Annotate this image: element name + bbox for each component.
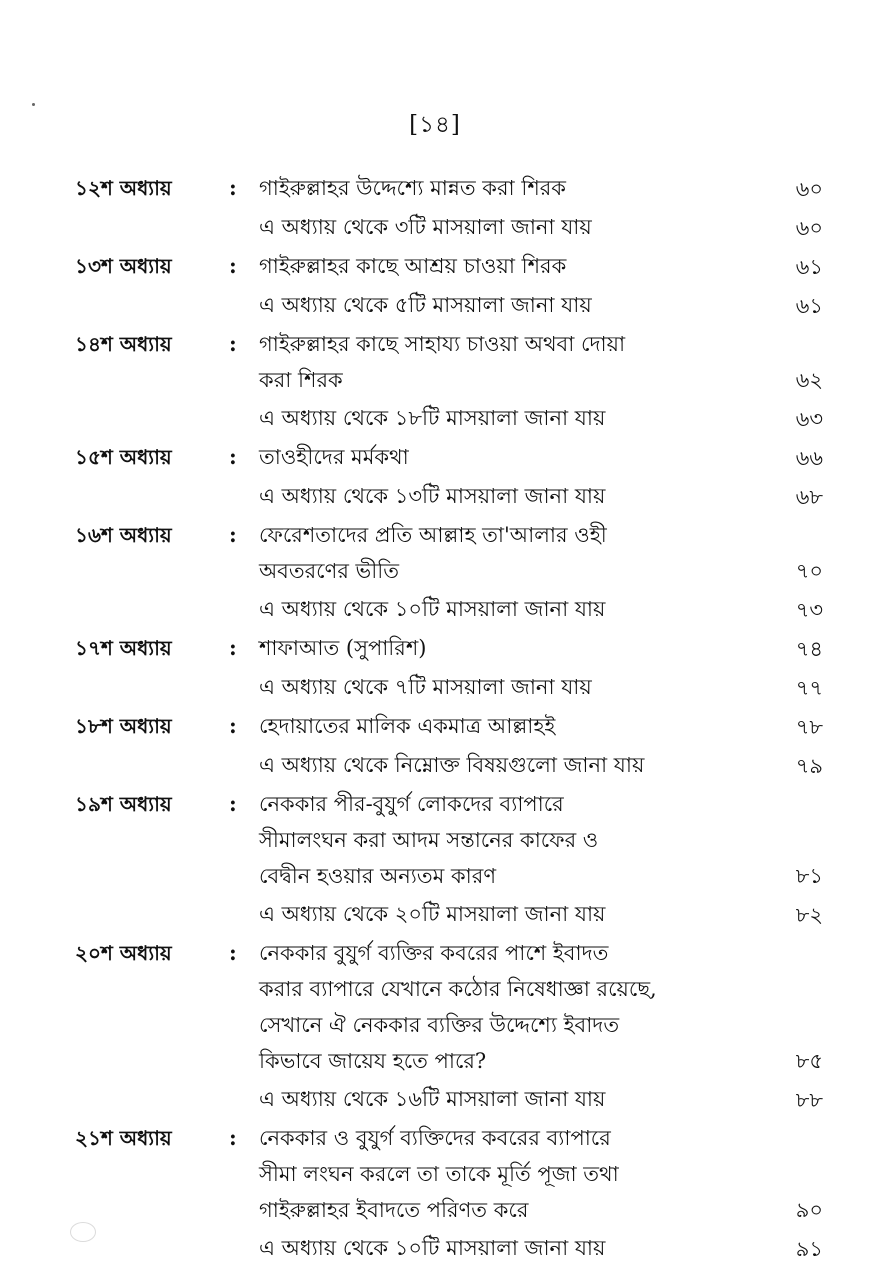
sub-entry-text: এ অধ্যায় থেকে ৩টি মাসয়ালা জানা যায়	[259, 215, 592, 239]
toc-sub-line	[75, 478, 823, 515]
chapter-title: গাইরুল্লাহর কাছে সাহায্য চাওয়া অথবা দোয়া করা শিরক	[259, 332, 626, 392]
toc-sub-line	[75, 669, 823, 706]
sub-entry-page-number: ৬০	[795, 216, 823, 240]
chapter-title: হেদায়াতের মালিক একমাত্র আল্লাহই	[259, 714, 556, 738]
chapter-separator: :	[229, 444, 237, 469]
toc-sub-line	[75, 209, 823, 246]
sub-entry-page-number: ৮৮	[795, 1088, 823, 1112]
chapter-separator: :	[229, 713, 237, 738]
chapter-number: ২১শ অধ্যায়	[75, 1126, 172, 1150]
sub-entry-text: এ অধ্যায় থেকে ১৬টি মাসয়ালা জানা যায়	[259, 1087, 606, 1111]
toc-sub-line	[75, 287, 823, 324]
chapter-number: ১২শ অধ্যায়	[75, 176, 172, 200]
chapter-number: ১৯শ অধ্যায়	[75, 792, 172, 816]
chapter-number: ১৫শ অধ্যায়	[75, 445, 172, 469]
toc-entry	[75, 786, 823, 933]
toc-sub-line	[75, 896, 823, 933]
toc-chapter-line	[75, 1120, 823, 1228]
chapter-separator: :	[229, 331, 237, 356]
toc-chapter-line	[75, 248, 823, 285]
scan-smudge	[70, 1222, 96, 1242]
chapter-page-number: ৬০	[795, 177, 823, 201]
toc-entry	[75, 439, 823, 515]
chapter-page-number: ৮৫	[795, 1049, 823, 1073]
sub-entry-page-number: ৯১	[795, 1237, 823, 1261]
sub-entry-text: এ অধ্যায় থেকে ১০টি মাসয়ালা জানা যায়	[259, 1236, 606, 1260]
toc-chapter-line	[75, 326, 823, 398]
toc-entry	[75, 630, 823, 706]
chapter-number: ১৭শ অধ্যায়	[75, 636, 172, 660]
sub-entry-page-number: ৬৩	[795, 407, 823, 431]
chapter-title: নেককার বুযুর্গ ব্যক্তির কবরের পাশে ইবাদত করার ব্যাপারে যেখানে কঠোর নিষেধাজ্ঞা রয়েছে, সেখানে ঐ নেককার ব্যক্তির উদ্দেশ্যে ইবাদত কিভাবে জায়েয হতে পারে?	[259, 941, 657, 1073]
chapter-number: ২০শ অধ্যায়	[75, 941, 172, 965]
toc-chapter-line	[75, 439, 823, 476]
chapter-separator: :	[229, 791, 237, 816]
toc-sub-line	[75, 1081, 823, 1118]
chapter-separator: :	[229, 175, 237, 200]
sub-entry-page-number: ৭৭	[795, 676, 823, 700]
toc-chapter-line	[75, 170, 823, 207]
chapter-page-number: ৬৬	[795, 446, 823, 470]
toc-entry	[75, 326, 823, 437]
page-number: [১৪]	[409, 112, 461, 138]
sub-entry-text: এ অধ্যায় থেকে ১৮টি মাসয়ালা জানা যায়	[259, 406, 606, 430]
toc-entry	[75, 935, 823, 1118]
toc-entry	[75, 708, 823, 784]
toc-sub-line	[75, 400, 823, 437]
chapter-title: নেককার পীর-বুযুর্গ লোকদের ব্যাপারে সীমালংঘন করা আদম সন্তানের কাফের ও বেদ্বীন হওয়ার অন্যতম কারণ	[259, 792, 599, 888]
chapter-page-number: ৮১	[795, 864, 823, 888]
toc-chapter-line	[75, 786, 823, 894]
sub-entry-text: এ অধ্যায় থেকে ২০টি মাসয়ালা জানা যায়	[259, 902, 606, 926]
chapter-separator: :	[229, 1125, 237, 1150]
chapter-number: ১৪শ অধ্যায়	[75, 332, 172, 356]
toc-sub-line	[75, 1230, 823, 1267]
sub-entry-page-number: ৭৩	[795, 598, 823, 622]
sub-entry-text: এ অধ্যায় থেকে ১৩টি মাসয়ালা জানা যায়	[259, 484, 606, 508]
sub-entry-page-number: ৬৮	[795, 485, 823, 509]
chapter-page-number: ৭৮	[795, 715, 823, 739]
sub-entry-text: এ অধ্যায় থেকে ৫টি মাসয়ালা জানা যায়	[259, 293, 592, 317]
chapter-separator: :	[229, 522, 237, 547]
chapter-page-number: ৬১	[795, 255, 823, 279]
toc-chapter-line	[75, 630, 823, 667]
toc-entry	[75, 170, 823, 246]
chapter-title: গাইরুল্লাহর কাছে আশ্রয় চাওয়া শিরক	[259, 254, 567, 278]
chapter-title: নেককার ও বুযুর্গ ব্যক্তিদের কবরের ব্যাপারে সীমা লংঘন করলে তা তাকে মূর্তি পূজা তথা গাইরুল্লাহর ইবাদতে পরিণত করে	[259, 1126, 619, 1222]
sub-entry-text: এ অধ্যায় থেকে নিম্নোক্ত বিষয়গুলো জানা যায়	[259, 753, 645, 777]
chapter-number: ১৬শ অধ্যায়	[75, 523, 172, 547]
sub-entry-text: এ অধ্যায় থেকে ১০টি মাসয়ালা জানা যায়	[259, 597, 606, 621]
chapter-title: তাওহীদের মর্মকথা	[259, 445, 409, 469]
chapter-page-number: ৬২	[795, 368, 823, 392]
chapter-separator: :	[229, 253, 237, 278]
chapter-page-number: ৯০	[795, 1198, 823, 1222]
chapter-title: ফেরেশতাদের প্রতি আল্লাহ তা'আলার ওহী অবতরণের ভীতি	[259, 523, 607, 583]
toc-chapter-line	[75, 935, 823, 1079]
sub-entry-text: এ অধ্যায় থেকে ৭টি মাসয়ালা জানা যায়	[259, 675, 592, 699]
chapter-title: গাইরুল্লাহর উদ্দেশ্যে মান্নত করা শিরক	[259, 176, 566, 200]
toc-chapter-line	[75, 708, 823, 745]
sub-entry-page-number: ৮২	[795, 903, 823, 927]
chapter-separator: :	[229, 635, 237, 660]
toc-sub-line	[75, 747, 823, 784]
chapter-separator: :	[229, 940, 237, 965]
chapter-title: শাফাআত (সুপারিশ)	[259, 636, 427, 660]
chapter-number: ১৮শ অধ্যায়	[75, 714, 172, 738]
toc-chapter-line	[75, 517, 823, 589]
chapter-page-number: ৭০	[795, 559, 823, 583]
chapter-number: ১৩শ অধ্যায়	[75, 254, 172, 278]
sub-entry-page-number: ৭৯	[795, 754, 823, 778]
sub-entry-page-number: ৬১	[795, 294, 823, 318]
toc-entry	[75, 1120, 823, 1267]
toc-entry	[75, 517, 823, 628]
toc-sub-line	[75, 591, 823, 628]
table-of-contents	[75, 170, 823, 1269]
chapter-page-number: ৭৪	[795, 637, 823, 661]
toc-entry	[75, 248, 823, 324]
